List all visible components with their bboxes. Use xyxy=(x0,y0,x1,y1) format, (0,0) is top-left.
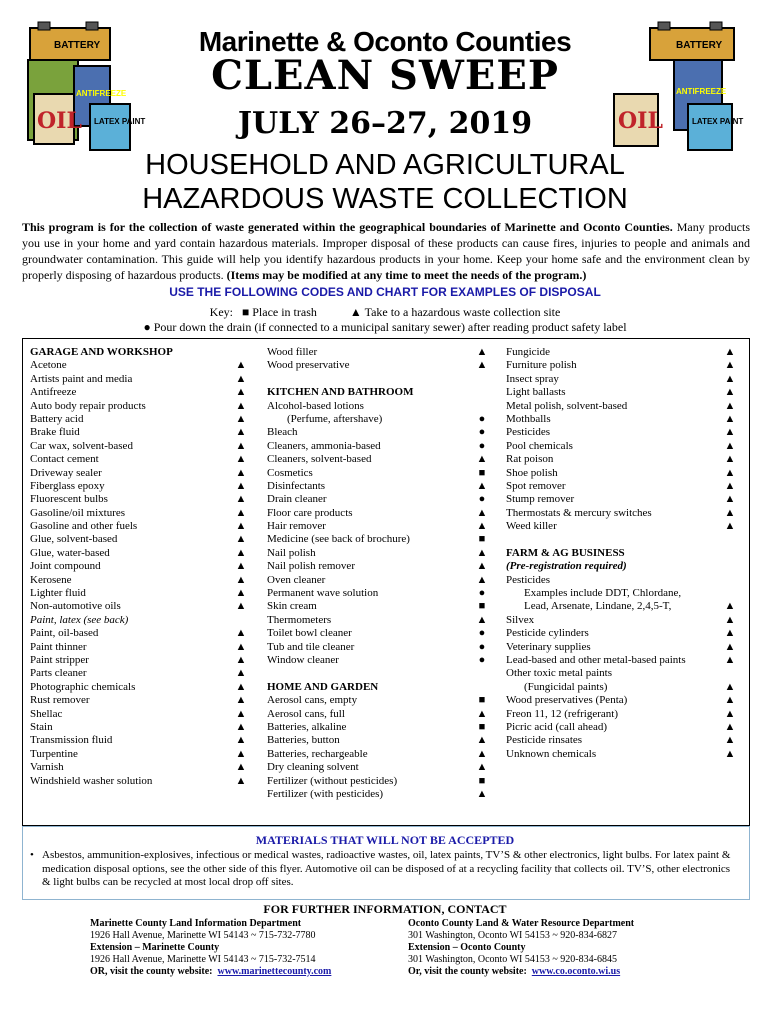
bullet-icon: • xyxy=(30,849,34,861)
triangle-icon: ▲ xyxy=(476,560,488,573)
triangle-icon: ▲ xyxy=(724,640,736,653)
blank-code xyxy=(475,667,489,680)
intro-bold-end: (Items may be modified at any time to meet the needs of the program.) xyxy=(226,268,587,282)
triangle-icon: ▲ xyxy=(476,506,488,519)
key-drain: Pour down the drain (if connected to a municipal sanitary sewer) after reading product safety label xyxy=(153,320,627,334)
column-kitchen-home-codes xyxy=(475,346,489,801)
list-item: Photographic chemicals xyxy=(30,680,136,693)
list-item: Freon 11, 12 (refrigerant) xyxy=(506,707,618,720)
column-farm-codes xyxy=(723,346,737,761)
section-heading: KITCHEN AND BATHROOM xyxy=(267,386,414,399)
contact-line: Extension – Marinette County xyxy=(90,942,220,953)
list-item: Batteries, button xyxy=(267,734,340,747)
triangle-icon: ▲ xyxy=(476,546,488,559)
triangle-icon: ▲ xyxy=(476,761,488,774)
triangle-icon: ▲ xyxy=(235,426,247,439)
list-item: Fiberglass epoxy xyxy=(30,479,105,492)
list-item: Oven cleaner xyxy=(267,573,326,586)
triangle-icon: ▲ xyxy=(235,520,247,533)
blank-code xyxy=(723,574,737,587)
list-item: Car wax, solvent-based xyxy=(30,439,133,452)
triangle-icon: ▲ xyxy=(235,412,247,425)
list-item: Glue, solvent-based xyxy=(30,533,118,546)
list-item: Windshield washer solution xyxy=(30,774,153,787)
blank-code xyxy=(475,373,489,386)
blank-code xyxy=(475,386,489,399)
triangle-icon: ▲ xyxy=(235,359,247,372)
list-item: Bleach xyxy=(267,426,298,439)
triangle-icon: ▲ xyxy=(724,426,736,439)
square-icon: ■ xyxy=(478,694,486,707)
triangle-icon: ▲ xyxy=(724,520,736,533)
section-heading: FARM & AG BUSINESS xyxy=(506,546,625,559)
blank-code xyxy=(475,400,489,413)
list-item: Acetone xyxy=(30,359,67,372)
triangle-icon: ▲ xyxy=(235,694,247,707)
list-item: Dry cleaning solvent xyxy=(267,761,359,774)
triangle-icon: ▲ xyxy=(476,479,488,492)
triangle-icon: ▲ xyxy=(724,439,736,452)
latex-paint-label: LATEX PAINT xyxy=(692,117,744,126)
list-item: Gasoline and other fuels xyxy=(30,520,138,533)
triangle-icon: ▲ xyxy=(235,627,247,640)
list-item: Fungicide xyxy=(506,346,550,358)
section-heading: HOME AND GARDEN xyxy=(267,680,379,693)
triangle-icon: ▲ xyxy=(235,720,247,733)
triangle-icon: ▲ xyxy=(724,479,736,492)
column-garage-codes xyxy=(234,346,248,788)
triangle-icon: ▲ xyxy=(235,546,247,559)
column-farm xyxy=(506,346,686,761)
battery-label: BATTERY xyxy=(676,40,723,51)
list-item: Nail polish remover xyxy=(267,560,355,573)
blank-code xyxy=(723,547,737,560)
list-item: Kerosene xyxy=(30,573,72,586)
list-item: Thermostats & mercury switches xyxy=(506,506,652,519)
list-item: Fertilizer (with pesticides) xyxy=(267,787,384,800)
triangle-icon: ▲ xyxy=(476,707,488,720)
contact-line: Extension – Oconto County xyxy=(408,942,526,953)
list-item: Rust remover xyxy=(30,694,90,707)
triangle-icon: ▲ xyxy=(235,653,247,666)
list-item: Cleaners, ammonia-based xyxy=(267,439,381,452)
triangle-icon: ▲ xyxy=(724,600,736,613)
circle-icon: ● xyxy=(478,493,486,506)
list-item: Batteries, alkaline xyxy=(267,720,347,733)
circle-icon: ● xyxy=(143,320,151,334)
key-line-2 xyxy=(0,320,770,335)
list-item: Examples include DDT, Chlordane, xyxy=(524,587,682,600)
header-collection-title xyxy=(0,148,770,216)
circle-icon: ● xyxy=(478,653,486,666)
triangle-icon: ▲ xyxy=(235,587,247,600)
list-item: Joint compound xyxy=(30,560,101,573)
circle-icon: ● xyxy=(478,587,486,600)
list-item: Glue, water-based xyxy=(30,546,110,559)
triangle-icon: ▲ xyxy=(724,680,736,693)
list-item: Cleaners, solvent-based xyxy=(267,453,372,466)
list-item: Floor care products xyxy=(267,506,353,519)
triangle-icon: ▲ xyxy=(724,747,736,760)
contact-line: 1926 Hall Avenue, Marinette WI 54143 ~ 715-732-7780 xyxy=(90,930,316,941)
triangle-icon: ▲ xyxy=(724,359,736,372)
list-item: Wood preservatives (Penta) xyxy=(506,694,628,707)
key-line-1 xyxy=(0,305,770,320)
list-item: Nail polish xyxy=(267,546,316,559)
not-accepted-text: Asbestos, ammunition-explosives, infectious or medical wastes, radioactive wastes, oil, latex paints, TV’S & other electronics, light bulbs. For latex paint & medication disposal options, see the other side of this flyer. Automotive oil can be disposed of at a recycling facility that collects oil. TV’S, other electronics & light bulbs can be recycled at most local drop off sites. xyxy=(42,849,731,888)
antifreeze-label: ANTIFREEZE xyxy=(676,87,727,96)
list-item: Paint, oil-based xyxy=(30,627,99,640)
list-item xyxy=(267,667,413,680)
triangle-icon: ▲ xyxy=(724,694,736,707)
triangle-icon: ▲ xyxy=(476,453,488,466)
blank-code xyxy=(723,560,737,573)
latex-paint-label: LATEX PAINT xyxy=(94,117,146,126)
contact-line: 301 Washington, Oconto WI 54153 ~ 920-834-6845 xyxy=(408,954,617,965)
list-item: Paint stripper xyxy=(30,653,89,666)
antifreeze-label: ANTIFREEZE xyxy=(76,89,127,98)
triangle-icon: ▲ xyxy=(235,573,247,586)
list-item: Picric acid (call ahead) xyxy=(506,720,608,733)
list-item: Pesticide rinsates xyxy=(506,734,583,747)
circle-icon: ● xyxy=(478,426,486,439)
list-item: Auto body repair products xyxy=(30,399,146,412)
list-item: Thermometers xyxy=(267,613,332,626)
list-item: Silvex xyxy=(506,613,535,626)
key-site: Take to a hazardous waste collection site xyxy=(364,305,561,319)
list-item: Permanent wave solution xyxy=(267,587,379,600)
list-item: Furniture polish xyxy=(506,359,577,372)
square-icon: ■ xyxy=(478,774,486,787)
triangle-icon: ▲ xyxy=(724,627,736,640)
list-item: Aerosol cans, full xyxy=(267,707,345,720)
triangle-icon: ▲ xyxy=(724,506,736,519)
triangle-icon: ▲ xyxy=(724,466,736,479)
triangle-icon: ▲ xyxy=(235,707,247,720)
triangle-icon: ▲ xyxy=(235,600,247,613)
list-item: Veterinary supplies xyxy=(506,640,591,653)
triangle-icon: ▲ xyxy=(476,520,488,533)
header-counties: Marinette & Oconto Counties xyxy=(198,26,572,57)
triangle-icon: ▲ xyxy=(476,613,488,626)
header-title-line-1: HOUSEHOLD AND AGRICULTURAL xyxy=(145,149,625,181)
intro-text: Many products you use in your home and yard contain hazardous materials. Improper disposal of these products can cause fires, injuries to people and animals and groundwater contamination. This guide will help you identify hazardous products in your home. Keep your home safe and the environment clean by properly disposing of hazardous products. xyxy=(22,220,751,282)
triangle-icon: ▲ xyxy=(724,707,736,720)
list-item: Stain xyxy=(30,720,53,733)
list-item: Pesticides xyxy=(506,426,550,439)
list-item: (Perfume, aftershave) xyxy=(287,412,383,425)
triangle-icon: ▲ xyxy=(724,653,736,666)
triangle-icon: ▲ xyxy=(476,747,488,760)
triangle-icon: ▲ xyxy=(724,346,736,358)
list-item: Gasoline/oil mixtures xyxy=(30,506,126,519)
contact-title: FOR FURTHER INFORMATION, CONTACT xyxy=(263,902,507,916)
list-item: Wood filler xyxy=(267,346,318,358)
blank-code xyxy=(723,667,737,680)
list-item: Mothballs xyxy=(506,412,551,425)
list-item xyxy=(506,533,686,546)
header-title-line-2: HAZARDOUS WASTE COLLECTION xyxy=(142,183,628,215)
list-item: Battery acid xyxy=(30,412,84,425)
list-item: Rat poison xyxy=(506,453,554,466)
list-item: Tub and tile cleaner xyxy=(267,640,355,653)
marinette-website-link[interactable]: www.marinettecounty.com xyxy=(217,966,332,977)
triangle-icon: ▲ xyxy=(235,747,247,760)
column-kitchen-home xyxy=(267,346,413,801)
square-icon: ■ xyxy=(235,305,250,319)
list-item: Turpentine xyxy=(30,747,78,760)
triangle-icon: ▲ xyxy=(476,734,488,747)
list-item: Fluorescent bulbs xyxy=(30,493,108,506)
square-icon: ■ xyxy=(478,720,486,733)
list-item: Paint, latex (see back) xyxy=(30,613,129,626)
key-trash: Place in trash xyxy=(252,305,317,319)
square-icon: ■ xyxy=(478,600,486,613)
list-item: Insect spray xyxy=(506,372,559,385)
triangle-icon: ▲ xyxy=(235,439,247,452)
list-item: Disinfectants xyxy=(267,479,326,492)
list-item: Varnish xyxy=(30,761,64,774)
triangle-icon: ▲ xyxy=(235,399,247,412)
triangle-icon: ▲ xyxy=(724,493,736,506)
list-item: Window cleaner xyxy=(267,653,339,666)
intro-paragraph xyxy=(22,219,750,283)
list-item: Metal polish, solvent-based xyxy=(506,399,628,412)
list-item: Artists paint and media xyxy=(30,372,133,385)
list-item: Brake fluid xyxy=(30,426,80,439)
triangle-icon: ▲ xyxy=(724,386,736,399)
list-item: Non-automotive oils xyxy=(30,600,121,613)
circle-icon: ● xyxy=(478,439,486,452)
triangle-icon: ▲ xyxy=(235,734,247,747)
contact-line: Marinette County Land Information Department xyxy=(90,918,302,929)
list-item: Hair remover xyxy=(267,520,326,533)
triangle-icon: ▲ xyxy=(476,787,488,800)
key-label: Key: xyxy=(209,305,233,319)
section-heading: GARAGE AND WORKSHOP xyxy=(30,346,173,358)
triangle-icon: ▲ xyxy=(724,453,736,466)
triangle-icon: ▲ xyxy=(724,412,736,425)
circle-icon: ● xyxy=(478,412,486,425)
list-item: Stump remover xyxy=(506,493,575,506)
oil-label: OIL xyxy=(618,108,663,134)
list-item: Aerosol cans, empty xyxy=(267,694,358,707)
triangle-icon: ▲ xyxy=(235,372,247,385)
intro-bold: This program is for the collection of waste generated within the geographical boundaries of Marinette and Oconto Counties. xyxy=(22,220,673,234)
blank-code xyxy=(234,346,248,359)
blank-code xyxy=(475,681,489,694)
list-item: Medicine (see back of brochure) xyxy=(267,533,410,546)
contact-marinette xyxy=(90,918,390,978)
triangle-icon: ▲ xyxy=(724,613,736,626)
list-item: Cosmetics xyxy=(267,466,313,479)
codes-title: USE THE FOLLOWING CODES AND CHART FOR EXAMPLES OF DISPOSAL xyxy=(169,285,601,299)
list-item: Paint thinner xyxy=(30,640,87,653)
triangle-icon: ▲ xyxy=(235,506,247,519)
triangle-icon: ▲ xyxy=(235,466,247,479)
list-item: Other toxic metal paints xyxy=(506,667,612,680)
list-item: Transmission fluid xyxy=(30,734,113,747)
square-icon: ■ xyxy=(478,533,486,546)
list-item: Lead, Arsenate, Lindane, 2,4,5-T, xyxy=(524,600,672,613)
square-icon: ■ xyxy=(478,466,486,479)
blank-code xyxy=(234,614,248,627)
triangle-icon: ▲ xyxy=(476,573,488,586)
list-item: Fertilizer (without pesticides) xyxy=(267,774,398,787)
list-item: Skin cream xyxy=(267,600,317,613)
list-item: Pesticides xyxy=(506,573,550,586)
triangle-icon: ▲ xyxy=(476,346,488,358)
triangle-icon: ▲ xyxy=(724,720,736,733)
list-item: Wood preservative xyxy=(267,359,350,372)
list-item: Light ballasts xyxy=(506,386,566,399)
triangle-icon: ▲ xyxy=(724,399,736,412)
list-item: Lighter fluid xyxy=(30,587,86,600)
contact-line: Or, visit the county website: xyxy=(408,966,527,977)
column-garage xyxy=(30,346,173,788)
triangle-icon: ▲ xyxy=(235,453,247,466)
triangle-icon: ▲ xyxy=(235,493,247,506)
triangle-icon: ▲ xyxy=(235,761,247,774)
battery-label: BATTERY xyxy=(54,40,101,51)
contact-line: Oconto County Land & Water Resource Department xyxy=(408,918,635,929)
list-item: Parts cleaner xyxy=(30,667,87,680)
contact-oconto xyxy=(408,918,708,978)
triangle-icon: ▲ xyxy=(235,560,247,573)
blank-code xyxy=(723,533,737,546)
triangle-icon: ▲ xyxy=(724,734,736,747)
triangle-icon: ▲ xyxy=(235,774,247,787)
triangle-icon: ▲ xyxy=(724,372,736,385)
circle-icon: ● xyxy=(478,640,486,653)
list-item: Pool chemicals xyxy=(506,439,573,452)
list-item: Unknown chemicals xyxy=(506,747,597,760)
section-heading: (Pre-registration required) xyxy=(506,560,627,573)
triangle-icon: ▲ xyxy=(235,667,247,680)
list-item: Drain cleaner xyxy=(267,493,327,506)
list-item: Spot remover xyxy=(506,479,566,492)
list-item: Contact cement xyxy=(30,453,99,466)
list-item: Alcohol-based lotions xyxy=(267,399,364,412)
triangle-icon: ▲ xyxy=(235,640,247,653)
list-item: Shoe polish xyxy=(506,466,558,479)
not-accepted-title: MATERIALS THAT WILL NOT BE ACCEPTED xyxy=(255,833,515,847)
header-date: JULY 26–27, 2019 xyxy=(237,106,533,141)
list-item: Toilet bowl cleaner xyxy=(267,627,352,640)
circle-icon: ● xyxy=(478,627,486,640)
list-item xyxy=(267,373,413,386)
contact-line: OR, visit the county website: xyxy=(90,966,213,977)
contact-line: 301 Washington, Oconto WI 54153 ~ 920-834-6827 xyxy=(408,930,617,941)
triangle-icon: ▲ xyxy=(319,305,362,319)
list-item: (Fungicidal paints) xyxy=(524,680,608,693)
triangle-icon: ▲ xyxy=(235,533,247,546)
triangle-icon: ▲ xyxy=(235,479,247,492)
blank-code xyxy=(723,587,737,600)
triangle-icon: ▲ xyxy=(235,386,247,399)
list-item: Antifreeze xyxy=(30,386,77,399)
oconto-website-link[interactable]: www.co.oconto.wi.us xyxy=(531,966,621,977)
triangle-icon: ▲ xyxy=(235,680,247,693)
triangle-icon: ▲ xyxy=(476,359,488,372)
list-item: Batteries, rechargeable xyxy=(267,747,368,760)
header-clean-sweep: CLEAN SWEEP xyxy=(211,52,559,99)
list-item: Weed killer xyxy=(506,520,557,533)
oil-label: OIL xyxy=(37,108,82,134)
list-item: Lead-based and other metal-based paints xyxy=(506,653,686,666)
list-item: Pesticide cylinders xyxy=(506,627,589,640)
list-item: Shellac xyxy=(30,707,63,720)
contact-line: 1926 Hall Avenue, Marinette WI 54143 ~ 715-732-7514 xyxy=(90,954,316,965)
list-item: Driveway sealer xyxy=(30,466,102,479)
